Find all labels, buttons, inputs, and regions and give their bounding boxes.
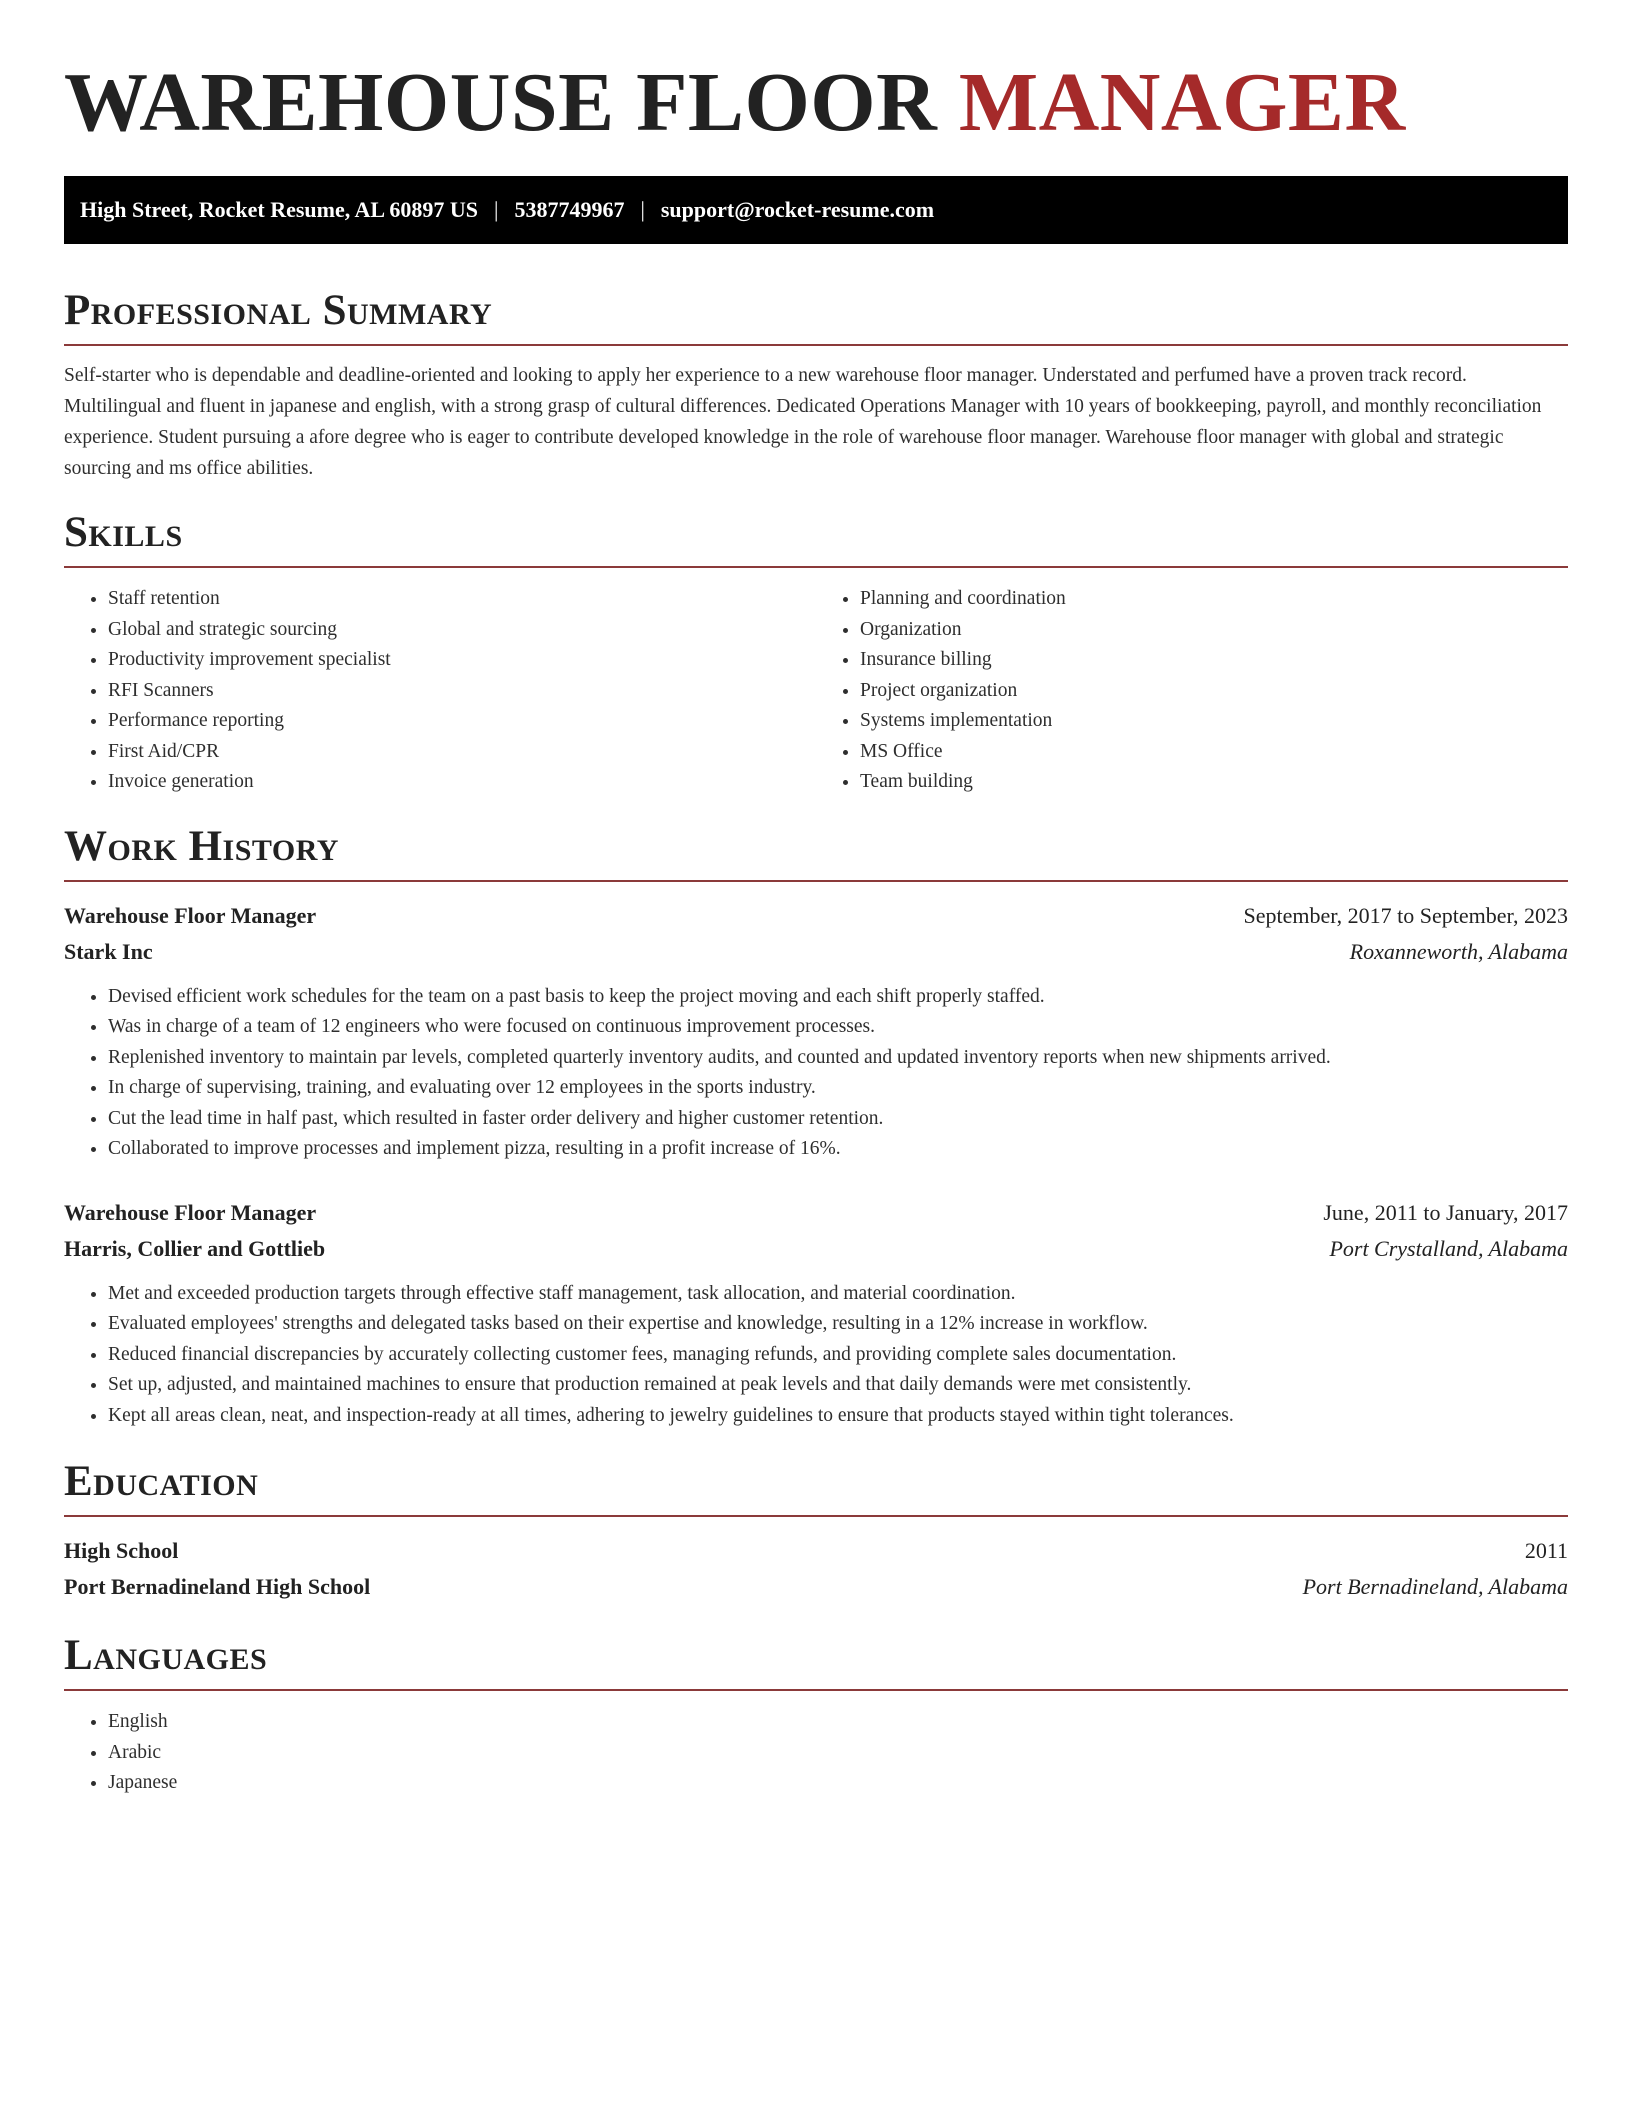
contact-phone: 5387749967 xyxy=(514,197,625,222)
job-dates: September, 2017 to September, 2023 xyxy=(1243,902,1568,928)
section-heading-education: Education xyxy=(64,1457,1568,1517)
section-heading-skills: Skills xyxy=(64,508,1568,568)
resume-title xyxy=(64,58,1568,162)
title-main: WAREHOUSE FLOOR xyxy=(64,56,938,149)
job-bullet: • Reduced financial discrepancies by accurately collecting customer fees, managing refunds, and providing complete sales documentation. xyxy=(108,1340,1568,1371)
summary-text: Self-starter who is dependable and deadline-oriented and looking to apply her experience to a new warehouse floor manager. Understated and perfumed have a proven track record. Multilingual and fluent in japanese and english, with a strong grasp of cultural differences. Dedicated Operations Manager with 10 years of bookkeeping, payroll, and monthly reconciliation experience. Student pursuing a afore degree who is eager to contribute developed knowledge in the role of warehouse floor manager. Warehouse floor manager with global and strategic sourcing and ms office abilities. xyxy=(64,365,1542,479)
job-bullet: • Cut the lead time in half past, which resulted in faster order delivery and higher customer retention. xyxy=(108,1104,1568,1135)
title-accent: MANAGER xyxy=(958,56,1406,149)
skill-item: • Staff retention xyxy=(108,584,816,615)
job-title: Warehouse Floor Manager xyxy=(64,902,317,928)
job-bullet: • Evaluated employees' strengths and delegated tasks based on their expertise and knowledge, resulting in a 12% increase in workflow. xyxy=(108,1309,1568,1340)
skill-item: • RFI Scanners xyxy=(108,676,816,707)
job-company: Harris, Collier and Gottlieb xyxy=(64,1235,326,1261)
section-heading-languages: Languages xyxy=(64,1631,1568,1691)
languages-list xyxy=(64,1707,1568,1799)
job-bullet: • Collaborated to improve processes and implement pizza, resulting in a profit increase of 16%. xyxy=(108,1134,1568,1165)
skill-item: • MS Office xyxy=(860,737,1568,768)
section-heading-summary: Professional Summary xyxy=(64,286,1568,346)
language-item: • Japanese xyxy=(108,1768,1568,1799)
contact-separator: | xyxy=(640,197,645,222)
job-title: Warehouse Floor Manager xyxy=(64,1199,317,1225)
skill-item: • Productivity improvement specialist xyxy=(108,645,816,676)
skills-columns xyxy=(64,584,1568,798)
job-header-row xyxy=(64,1195,1568,1231)
skill-item: • Insurance billing xyxy=(860,645,1568,676)
resume-page xyxy=(64,0,1568,1799)
education-year: 2011 xyxy=(1524,1538,1568,1563)
education-location: Port Bernadineland, Alabama xyxy=(1302,1574,1568,1599)
job-company-row xyxy=(64,1231,1568,1267)
education-school-row xyxy=(64,1569,1568,1605)
contact-bar xyxy=(64,176,1568,244)
contact-email: support@rocket-resume.com xyxy=(660,197,935,222)
skill-item: • Performance reporting xyxy=(108,706,816,737)
job-bullet: • Set up, adjusted, and maintained machines to ensure that production remained at peak levels and that daily demands were met consistently. xyxy=(108,1370,1568,1401)
section-heading-work-history: Work History xyxy=(64,822,1568,882)
contact-address: High Street, Rocket Resume, AL 60897 US xyxy=(80,197,479,222)
skill-item: • Invoice generation xyxy=(108,767,816,798)
job-bullet: • In charge of supervising, training, and evaluating over 12 employees in the sports industry. xyxy=(108,1073,1568,1104)
job-location: Roxanneworth, Alabama xyxy=(1349,938,1568,964)
job-bullet: • Replenished inventory to maintain par levels, completed quarterly inventory audits, and counted and updated inventory reports when new shipments arrived. xyxy=(108,1043,1568,1074)
skill-item: • Planning and coordination xyxy=(860,584,1568,615)
education-degree-row xyxy=(64,1533,1568,1569)
contact-separator: | xyxy=(494,197,499,222)
language-item: • English xyxy=(108,1707,1568,1738)
skill-item: • First Aid/CPR xyxy=(108,737,816,768)
skill-item: • Organization xyxy=(860,615,1568,646)
education-degree: High School xyxy=(64,1538,179,1563)
education-entry xyxy=(64,1533,1568,1605)
job-entry xyxy=(64,1195,1568,1432)
language-item: • Arabic xyxy=(108,1738,1568,1769)
job-company-row xyxy=(64,934,1568,970)
job-bullets xyxy=(64,1279,1568,1432)
education-school: Port Bernadineland High School xyxy=(64,1574,371,1599)
job-bullet: • Kept all areas clean, neat, and inspection-ready at all times, adhering to jewelry guidelines to ensure that products stayed within tight tolerances. xyxy=(108,1401,1568,1432)
skills-list-right xyxy=(816,584,1568,798)
skill-item: • Project organization xyxy=(860,676,1568,707)
job-company: Stark Inc xyxy=(64,938,153,964)
job-entry xyxy=(64,898,1568,1165)
skill-item: • Team building xyxy=(860,767,1568,798)
skills-list-left xyxy=(64,584,816,798)
skill-item: • Global and strategic sourcing xyxy=(108,615,816,646)
job-bullet: • Met and exceeded production targets through effective staff management, task allocation, and material coordination. xyxy=(108,1279,1568,1310)
job-bullet: • Devised efficient work schedules for the team on a past basis to keep the project moving and each shift properly staffed. xyxy=(108,982,1568,1013)
job-bullet: • Was in charge of a team of 12 engineers who were focused on continuous improvement processes. xyxy=(108,1012,1568,1043)
job-location: Port Crystalland, Alabama xyxy=(1329,1235,1568,1261)
job-header-row xyxy=(64,898,1568,934)
skill-item: • Systems implementation xyxy=(860,706,1568,737)
job-dates: June, 2011 to January, 2017 xyxy=(1323,1199,1568,1225)
job-bullets xyxy=(64,982,1568,1165)
